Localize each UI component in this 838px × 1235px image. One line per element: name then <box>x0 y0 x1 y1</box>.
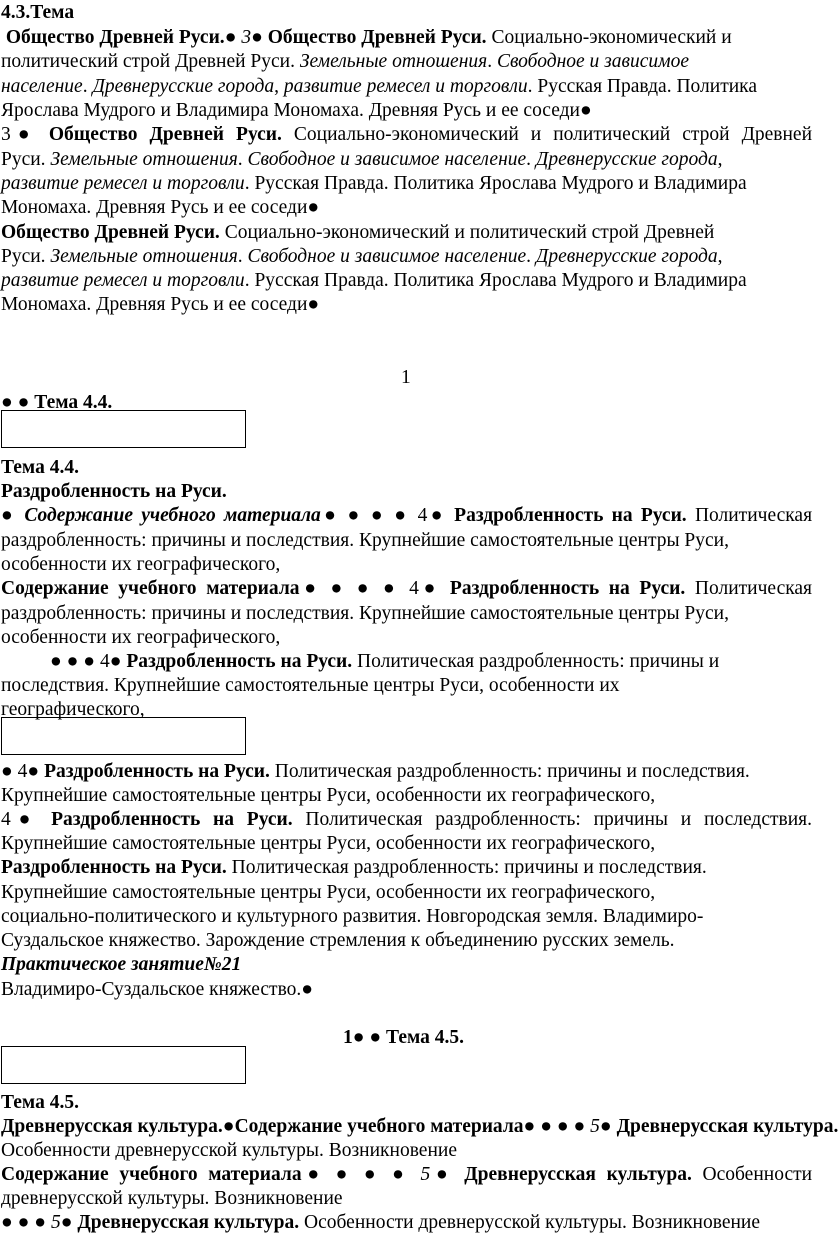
bullet-icon: ● <box>599 1116 612 1137</box>
bullet-icon: ● <box>579 100 592 121</box>
paragraph-line <box>1 978 313 1002</box>
topic-title: Раздробленность на Руси. <box>449 578 686 599</box>
italic-text: Свободное и зависимое население <box>247 246 527 267</box>
paragraph-line: Крупнейшие самостоятельные центры Руси, особенности их географического, <box>1 785 656 806</box>
italic-text: Земельные отношения <box>50 149 238 170</box>
bullet-icon: ● <box>299 578 321 599</box>
page-number: 1 <box>401 367 411 388</box>
body-text: Ярослава Мудрого и Владимира Мономаха. Древняя Русь и ее соседи <box>1 100 580 121</box>
bullet-icon: ● <box>109 651 122 672</box>
paragraph-line <box>1 293 319 317</box>
paragraph-line: развитие ремесел и торговли. Русская Правда. Политика Ярослава Мудрого и Владимира <box>1 270 747 291</box>
italic-text: население <box>1 76 83 97</box>
paragraph-line: раздробленность: причины и последствия. Крупнейшие самостоятельные центры Руси, <box>1 530 729 551</box>
body-text: политический строй Древней Руси. <box>1 51 295 72</box>
body-text: Социально-экономический и политический строй Древней <box>224 222 715 243</box>
topic-title: Раздробленность на Руси. <box>454 505 687 526</box>
paragraph-line: особенности их географического, <box>1 627 281 648</box>
paragraph-line <box>1 504 812 528</box>
topic-number: 5 <box>420 1164 431 1185</box>
topic-number: 5 <box>50 1212 61 1233</box>
topic-number: 5 <box>590 1116 600 1137</box>
empty-cell-box <box>1 717 246 755</box>
empty-cell-box <box>1 1046 246 1084</box>
paragraph-line: последствия. Крупнейшие самостоятельные центры Руси, особенности их <box>1 675 620 696</box>
paragraph-line: раздробленность: причины и последствия. Крупнейшие самостоятельные центры Руси, <box>1 603 729 624</box>
content-label: Содержание учебного материала <box>234 1116 524 1137</box>
body-text: Особенности <box>702 1164 813 1185</box>
paragraph-line <box>1 99 592 123</box>
section-heading-4-3: 4.3.Тема <box>1 2 75 23</box>
empty-cell-box <box>1 410 246 448</box>
bullet-icon: ● <box>1 505 17 526</box>
body-text: Политическая раздробленность: причины и последствия. <box>231 857 707 878</box>
body-text: Мономаха. Древняя Русь и ее соседи <box>1 294 308 315</box>
bullet-icon: ● <box>427 505 446 526</box>
paragraph-line: политический строй Древней Руси. Земельные отношения. Свободное и зависимое <box>1 51 689 72</box>
topic-number: 4 <box>99 651 110 672</box>
paragraph-line <box>50 650 719 674</box>
topic-title: Общество Древней Руси. <box>48 124 282 145</box>
bullet-icon: ● <box>10 809 39 830</box>
topic-title: Общество Древней Руси. <box>267 27 487 48</box>
bullet-icon: ● ● ● <box>1 1212 47 1233</box>
topic-title: Раздробленность на Руси. <box>1 857 227 878</box>
paragraph-line <box>1 123 812 147</box>
body-text: Русская Правда. Политика Ярослава Мудрого и Владимира <box>254 173 747 194</box>
topic-title: Древнерусская культура. <box>1 1116 223 1137</box>
bullet-icon: ● <box>418 578 441 599</box>
italic-text: Земельные отношения <box>50 246 238 267</box>
body-text: Руси. <box>1 149 46 170</box>
italic-text: Древнерусские города <box>92 76 275 97</box>
bullet-icon: ● ● ● <box>335 1164 410 1185</box>
bullet-icon: ● <box>60 1212 73 1233</box>
topic-title: Древнерусская культура. <box>77 1212 300 1233</box>
paragraph-line: Крупнейшие самостоятельные центры Руси, особенности их географического, <box>1 833 656 854</box>
content-label: Содержание учебного материала <box>24 505 321 526</box>
paragraph-line <box>1 856 707 880</box>
body-text: Русская Правда. Политика Ярослава Мудрого и Владимира <box>254 270 747 291</box>
bullet-icon: ● <box>1 761 13 782</box>
topic-number: 4 <box>417 505 428 526</box>
topic-title: Раздробленность на Руси. <box>51 809 293 830</box>
body-text: Русская Правда. Политика <box>537 76 757 97</box>
paragraph-line <box>1 221 714 245</box>
bullet-icon: ● ● ● <box>330 578 400 599</box>
bullet-icon: ● <box>307 197 320 218</box>
paragraph-line: Крупнейшие самостоятельные центры Руси, особенности их географического, <box>1 882 656 903</box>
paragraph-line: социально-политического и культурного развития. Новгородская земля. Владимиро- <box>1 906 704 927</box>
topic-title: Раздробленность на Руси. <box>126 651 353 672</box>
bullet-icon: ● <box>10 124 37 145</box>
bullet-icon: ● ● ● <box>50 651 96 672</box>
body-text: Социально-экономический и политический строй Древней <box>293 124 813 145</box>
body-text: Политическая раздробленность: причины и последствия. <box>305 809 813 830</box>
paragraph-line <box>1 1115 838 1139</box>
section-heading-4-5: Тема 4.5. <box>1 1092 79 1113</box>
bullet-icon: ● <box>430 1164 454 1185</box>
bullet-icon: ● ● ● ● <box>320 505 410 526</box>
topic-title: Древнерусская культура. <box>616 1116 838 1137</box>
bullet-icon: ● <box>222 1116 235 1137</box>
italic-text: развитие ремесел и торговли <box>1 270 245 291</box>
body-text: Особенности древнерусской культуры. Возникновение <box>304 1212 761 1233</box>
italic-text: Свободное и зависимое <box>496 51 689 72</box>
topic-title: Древнерусская культура. <box>464 1164 692 1185</box>
paragraph-line: особенности их географического, <box>1 554 281 575</box>
bullet-icon: ● <box>27 761 40 782</box>
italic-text: Древнерусские города <box>535 246 718 267</box>
paragraph-line <box>1 1211 760 1235</box>
paragraph-line: древнерусской культуры. Возникновение <box>1 1188 343 1209</box>
paragraph-line <box>1 26 732 50</box>
paragraph-line: Руси. Земельные отношения. Свободное и зависимое население. Древнерусские города, <box>1 246 723 267</box>
bullet-icon: ● <box>251 27 263 48</box>
paragraph-line: Особенности древнерусской культуры. Возникновение <box>1 1140 457 1161</box>
topic-number: 4 <box>17 761 28 782</box>
paragraph-line <box>1 196 319 220</box>
paragraph-line <box>1 808 812 832</box>
section-heading-bullets: 1● ● Тема 4.5. <box>343 1027 464 1048</box>
body-text: Владимиро-Суздальское княжество. <box>1 979 302 1000</box>
body-text: Политическая <box>694 578 813 599</box>
content-label: Содержание учебного материала <box>1 1164 302 1185</box>
italic-text: Древнерусские города <box>535 149 718 170</box>
body-text: Политическая раздробленность: причины и последствия. <box>274 761 750 782</box>
bullet-icon: ● <box>301 1164 325 1185</box>
body-text: Политическая раздробленность: причины и <box>357 651 720 672</box>
topic-title: Общество Древней Руси. <box>1 222 220 243</box>
bullet-icon: ● <box>301 979 314 1000</box>
topic-title: Общество Древней Руси. <box>5 27 225 48</box>
paragraph-line: географического, <box>1 699 145 720</box>
paragraph-line <box>1 760 750 784</box>
topic-number: 3 <box>1 124 11 145</box>
practical-lesson-heading: Практическое занятие№21 <box>1 954 242 975</box>
topic-number: 4 <box>409 578 419 599</box>
bullet-icon: ● ● ● <box>540 1116 586 1137</box>
paragraph-line: развитие ремесел и торговли. Русская Правда. Политика Ярослава Мудрого и Владимира <box>1 173 747 194</box>
topic-number: 4 <box>1 809 11 830</box>
bullet-icon: ● <box>224 27 237 48</box>
paragraph-line: население. Древнерусские города, развитие ремесел и торговли. Русская Правда. Политика <box>1 76 757 97</box>
body-text: Мономаха. Древняя Русь и ее соседи <box>1 197 308 218</box>
section-heading-4-4: Тема 4.4. <box>1 457 79 478</box>
topic-number: 3 <box>241 27 252 48</box>
section-heading-bullets: ● ● Тема 4.4. <box>1 392 113 413</box>
italic-text: Свободное и зависимое население <box>247 149 527 170</box>
italic-text: развитие ремесел и торговли <box>283 76 528 97</box>
paragraph-line: Суздальское княжество. Зарождение стремления к объединению русских земель. <box>1 930 675 951</box>
italic-text: Земельные отношения <box>299 51 488 72</box>
paragraph-line: Руси. Земельные отношения. Свободное и зависимое население. Древнерусские города, <box>1 149 723 170</box>
section-subheading: Раздробленность на Руси. <box>1 481 227 502</box>
body-text: Социально-экономический и <box>491 27 732 48</box>
paragraph-line <box>1 1163 812 1187</box>
body-text: Политическая <box>694 505 813 526</box>
content-label: Содержание учебного материала <box>1 578 300 599</box>
paragraph-line <box>1 577 812 601</box>
body-text: Руси. <box>1 246 46 267</box>
bullet-icon: ● <box>523 1116 536 1137</box>
bullet-icon: ● <box>307 294 320 315</box>
topic-title: Раздробленность на Руси. <box>44 761 270 782</box>
italic-text: развитие ремесел и торговли <box>1 173 245 194</box>
